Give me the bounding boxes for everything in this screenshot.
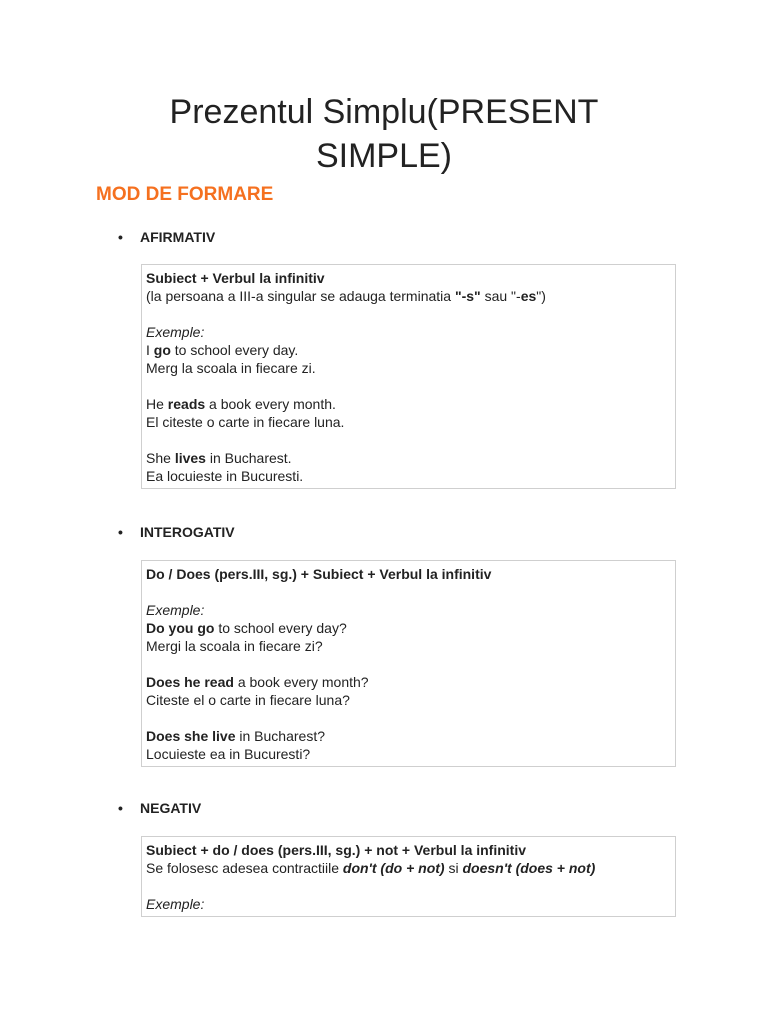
example-sentence: She lives in Bucharest. — [146, 450, 292, 466]
formula-note: (la persoana a III-a singular se adauga terminatia "-s" sau "-es") — [146, 288, 546, 304]
bullet-dot-icon: • — [118, 229, 123, 245]
bullet-dot-icon: • — [118, 524, 123, 540]
example-translation: Merg la scoala in fiecare zi. — [146, 360, 316, 376]
bullet-interogativ — [118, 524, 235, 540]
example-translation: Ea locuieste in Bucuresti. — [146, 468, 304, 484]
bullet-label: INTEROGATIV — [140, 524, 235, 540]
example-sentence: Does he read a book every month? — [146, 674, 369, 690]
title-line-2: SIMPLE) — [315, 137, 453, 175]
example-translation: Mergi la scoala in fiecare zi? — [146, 638, 323, 654]
examples-label: Exemple: — [146, 896, 205, 912]
formula: Do / Does (pers.III, sg.) + Subiect + Verbul la infinitiv — [146, 566, 492, 582]
example-sentence: Does she live in Bucharest? — [146, 728, 325, 744]
section-heading: MOD DE FORMARE — [96, 184, 274, 205]
interogativ-box — [141, 560, 676, 767]
formula: Subiect + Verbul la infinitiv — [146, 270, 325, 286]
afirmativ-box — [141, 264, 676, 489]
example-translation: El citeste o carte in fiecare luna. — [146, 414, 345, 430]
example-sentence: He reads a book every month. — [146, 396, 336, 412]
negativ-box — [141, 836, 676, 917]
bullet-afirmativ — [118, 229, 215, 245]
example-translation: Locuieste ea in Bucuresti? — [146, 746, 311, 762]
formula-note: Se folosesc adesea contractiile don't (do + not) si doesn't (does + not) — [146, 860, 596, 876]
page-title — [0, 90, 768, 178]
bullet-dot-icon: • — [118, 800, 123, 816]
examples-label: Exemple: — [146, 602, 205, 618]
formula: Subiect + do / does (pers.III, sg.) + not + Verbul la infinitiv — [146, 842, 527, 858]
example-sentence: I go to school every day. — [146, 342, 299, 358]
bullet-label: NEGATIV — [140, 800, 202, 816]
bullet-negativ — [118, 800, 201, 816]
bullet-label: AFIRMATIV — [140, 229, 216, 245]
examples-label: Exemple: — [146, 324, 205, 340]
example-sentence: Do you go to school every day? — [146, 620, 347, 636]
example-translation: Citeste el o carte in fiecare luna? — [146, 692, 350, 708]
title-line-1: Prezentul Simplu(PRESENT — [169, 93, 599, 131]
